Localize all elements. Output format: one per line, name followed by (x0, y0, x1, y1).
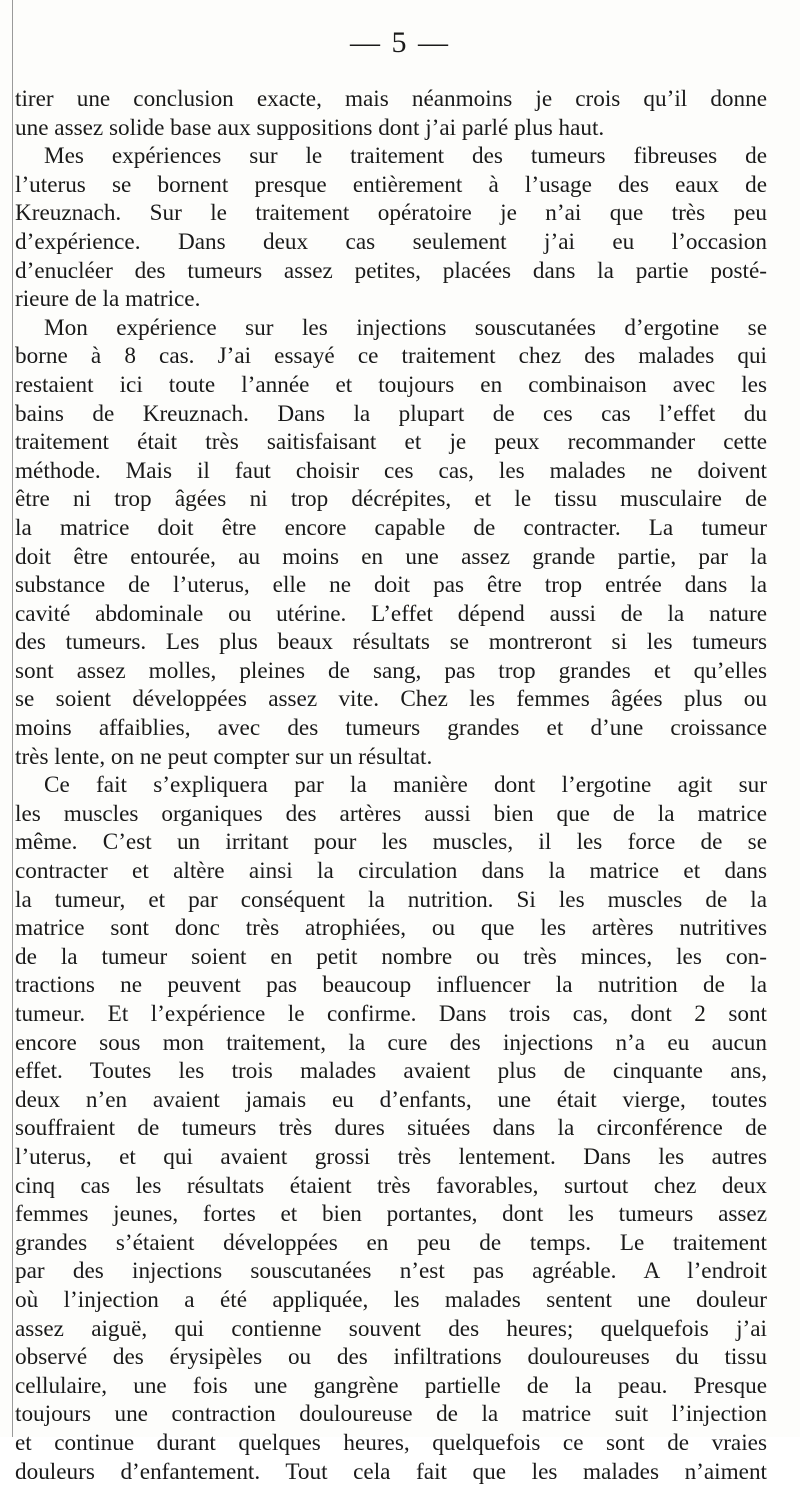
text-line: effet. Toutes les trois malades avaient plus de cinquante ans, (15, 1057, 767, 1086)
text-line: une assez solide base aux suppositions dont j’ai parlé plus haut. (15, 114, 767, 143)
text-line: l’uterus, et qui avaient grossi très lentement. Dans les autres (15, 1143, 767, 1172)
text-line: et continue durant quelques heures, quelquefois ce sont de vraies (15, 1429, 767, 1458)
text-line: bains de Kreuznach. Dans la plupart de ces cas l’effet du (15, 400, 767, 429)
text-line: Mon expérience sur les injections souscutanées d’ergotine se (15, 314, 767, 343)
text-line: moins affaiblies, avec des tumeurs grandes et d’une croissance (15, 714, 767, 743)
text-line: tumeur. Et l’expérience le confirme. Dans trois cas, dont 2 sont (15, 1000, 767, 1029)
text-line: très lente, on ne peut compter sur un résultat. (15, 743, 767, 772)
text-line: des tumeurs. Les plus beaux résultats se montreront si les tumeurs (15, 628, 767, 657)
text-line: Ce fait s’expliquera par la manière dont l’ergotine agit sur (15, 771, 767, 800)
text-line: encore sous mon traitement, la cure des injections n’a eu aucun (15, 1029, 767, 1058)
text-line: sont assez molles, pleines de sang, pas trop grandes et qu’elles (15, 657, 767, 686)
text-line: deux n’en avaient jamais eu d’enfants, une était vierge, toutes (15, 1086, 767, 1115)
text-line: la tumeur, et par conséquent la nutrition. Si les muscles de la (15, 886, 767, 915)
text-line: grandes s’étaient développées en peu de temps. Le traitement (15, 1229, 767, 1258)
text-line: traitement était très saitisfaisant et je peux recommander cette (15, 428, 767, 457)
text-line: contracter et altère ainsi la circulation dans la matrice et dans (15, 857, 767, 886)
text-line: les muscles organiques des artères aussi bien que de la matrice (15, 800, 767, 829)
text-line: substance de l’uterus, elle ne doit pas être trop entrée dans la (15, 571, 767, 600)
text-line: même. C’est un irritant pour les muscles, il les force de se (15, 828, 767, 857)
text-line: d’expérience. Dans deux cas seulement j’ai eu l’occasion (15, 228, 767, 257)
text-line: assez aiguë, qui contienne souvent des heures; quelquefois j’ai (15, 1315, 767, 1344)
text-line: être ni trop âgées ni trop décrépites, et le tissu musculaire de (15, 485, 767, 514)
text-line: borne à 8 cas. J’ai essayé ce traitement chez des malades qui (15, 342, 767, 371)
text-line: d’enucléer des tumeurs assez petites, placées dans la partie posté- (15, 257, 767, 286)
text-line: se soient développées assez vite. Chez les femmes âgées plus ou (15, 685, 767, 714)
page-number-header: — 5 — (0, 26, 800, 60)
text-line: où l’injection a été appliquée, les malades sentent une douleur (15, 1286, 767, 1315)
text-line: la matrice doit être encore capable de contracter. La tumeur (15, 514, 767, 543)
text-line: méthode. Mais il faut choisir ces cas, les malades ne doivent (15, 457, 767, 486)
text-line: restaient ici toute l’année et toujours en combinaison avec les (15, 371, 767, 400)
text-line: souffraient de tumeurs très dures situées dans la circonférence de (15, 1114, 767, 1143)
text-line: doit être entourée, au moins en une assez grande partie, par la (15, 543, 767, 572)
text-line: cinq cas les résultats étaient très favorables, surtout chez deux (15, 1172, 767, 1201)
text-line: femmes jeunes, fortes et bien portantes, dont les tumeurs assez (15, 1200, 767, 1229)
text-line: Kreuznach. Sur le traitement opératoire je n’ai que très peu (15, 199, 767, 228)
text-line: Mes expériences sur le traitement des tumeurs fibreuses de (15, 142, 767, 171)
text-line: toujours une contraction douloureuse de la matrice suit l’injection (15, 1400, 767, 1429)
text-line: matrice sont donc très atrophiées, ou que les artères nutritives (15, 914, 767, 943)
text-line: tractions ne peuvent pas beaucoup influencer la nutrition de la (15, 971, 767, 1000)
text-line: rieure de la matrice. (15, 285, 767, 314)
text-line: tirer une conclusion exacte, mais néanmoins je crois qu’il donne (15, 85, 767, 114)
body-text (15, 85, 767, 1486)
text-line: cavité abdominale ou utérine. L’effet dépend aussi de la nature (15, 600, 767, 629)
text-line: de la tumeur soient en petit nombre ou très minces, les con- (15, 943, 767, 972)
text-line: l’uterus se bornent presque entièrement à l’usage des eaux de (15, 171, 767, 200)
text-line: cellulaire, une fois une gangrène partielle de la peau. Presque (15, 1372, 767, 1401)
text-line: douleurs d’enfantement. Tout cela fait que les malades n’aiment (15, 1458, 767, 1486)
page-edge-line (12, 0, 13, 1437)
text-line: par des injections souscutanées n’est pas agréable. A l’endroit (15, 1257, 767, 1286)
text-line: observé des érysipèles ou des infiltrations douloureuses du tissu (15, 1343, 767, 1372)
